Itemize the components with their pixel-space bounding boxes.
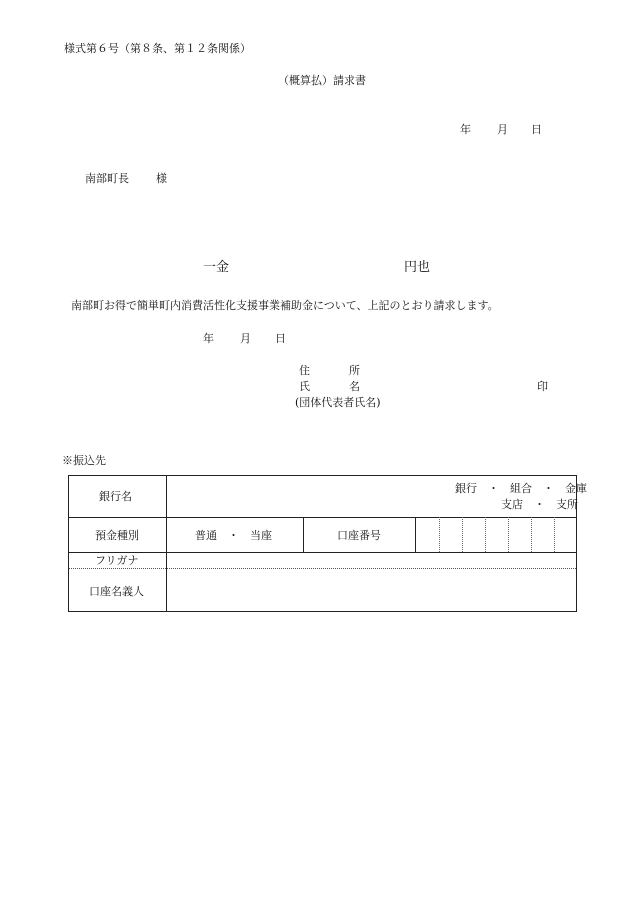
bank-type-options: 銀行 ・ 組合 ・ 金庫	[455, 482, 587, 495]
digit-box-divider	[508, 517, 509, 552]
name-label-first: 氏	[299, 380, 310, 393]
digit-box-divider	[439, 517, 440, 552]
label-column-divider	[166, 476, 167, 611]
bank-transfer-table	[68, 475, 587, 612]
request-statement: 南部町お得で簡単町内消費活性化支援事業補助金について、上記のとおり請求します。	[71, 299, 499, 312]
column-divider	[415, 517, 416, 552]
date-month-label: 月	[497, 123, 508, 136]
digit-box-divider	[531, 517, 532, 552]
address-label-second: 所	[349, 364, 360, 377]
account-number-label: 口座番号	[337, 529, 381, 542]
deposit-type-label: 預金種別	[95, 529, 139, 542]
furigana-divider	[69, 568, 576, 569]
bank-name-label: 銀行名	[99, 490, 132, 503]
recipient-name: 南部町長	[85, 172, 129, 185]
digit-box-divider	[485, 517, 486, 552]
furigana-label: フリガナ	[95, 554, 139, 567]
deposit-type-options: 普通 ・ 当座	[195, 529, 272, 542]
document-title: （概算払）請求書	[278, 74, 366, 87]
sign-date-day-label: 日	[275, 332, 286, 345]
amount-prefix: 一金	[203, 260, 230, 275]
sign-date-year-label: 年	[203, 332, 214, 345]
digit-box-divider	[462, 517, 463, 552]
account-holder-label: 口座名義人	[89, 585, 144, 598]
name-label-second: 名	[349, 380, 360, 393]
date-day-label: 日	[531, 123, 542, 136]
seal-mark: 印	[537, 380, 548, 393]
digit-box-divider	[554, 517, 555, 552]
column-divider	[303, 517, 304, 552]
row-divider	[69, 552, 576, 553]
recipient-honorific: 様	[156, 172, 167, 185]
amount-suffix: 円也	[404, 260, 431, 275]
sign-date-month-label: 月	[240, 332, 251, 345]
row-divider	[69, 517, 576, 518]
address-label-first: 住	[299, 364, 310, 377]
transfer-heading: ※振込先	[62, 454, 106, 467]
representative-note: (団体代表者氏名)	[295, 396, 381, 409]
date-year-label: 年	[460, 123, 471, 136]
form-number: 様式第６号（第８条、第１２条関係）	[64, 42, 251, 55]
branch-type-options: 支店 ・ 支所	[501, 498, 578, 511]
